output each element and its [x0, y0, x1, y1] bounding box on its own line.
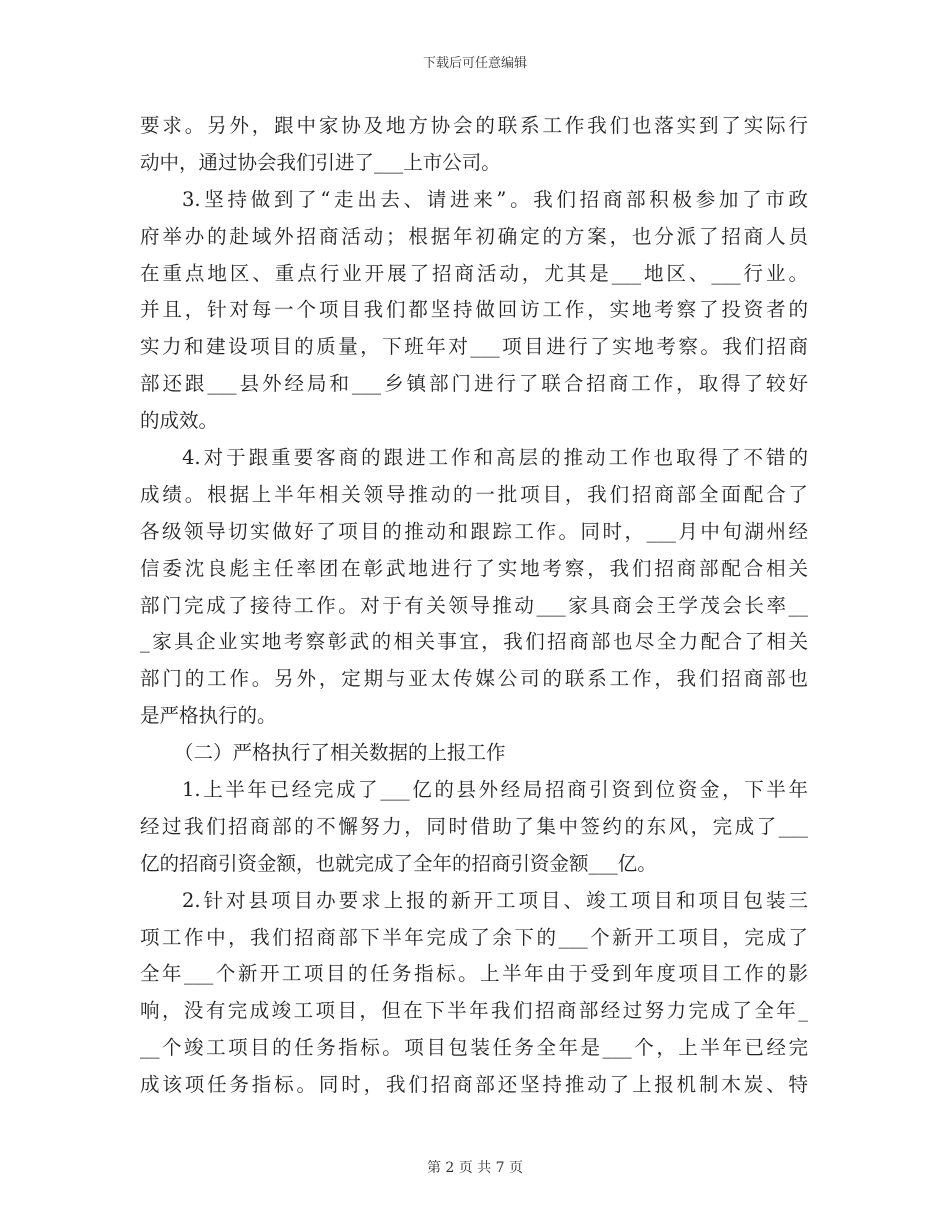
text-line: 3.坚持做到了“走出去、请进来”。我们招商部积极参加了市政 — [182, 187, 808, 211]
section-heading: （二）严格执行了相关数据的上报工作 — [174, 741, 506, 765]
text-line: 经过我们招商部的不懈努力，同时借助了集中签约的东风，完成了___ — [140, 814, 808, 838]
text-line: 各级领导切实做好了项目的推动和跟踪工作。同时，___月中旬湖州经 — [140, 519, 808, 543]
text-line: 并且，针对每一个项目我们都坚持做回访工作，实地考察了投资者的 — [140, 298, 808, 322]
text-line: 成该项任务指标。同时，我们招商部还坚持推动了上报机制木炭、特 — [140, 1073, 808, 1097]
document-body — [140, 108, 808, 1104]
text-line: __个竣工项目的任务指标。项目包装任务全年是___个，上半年已经完 — [140, 1036, 808, 1060]
text-line: 亿的招商引资金额，也就完成了全年的招商引资金额___亿。 — [140, 851, 657, 875]
text-line: 府举办的赴域外招商活动；根据年初确定的方案，也分派了招商人员 — [140, 224, 808, 248]
text-line: 1.上半年已经完成了___亿的县外经局招商引资到位资金，下半年 — [182, 778, 808, 802]
text-line: 4.对于跟重要客商的跟进工作和高层的推动工作也取得了不错的 — [182, 446, 808, 470]
text-line: 实力和建设项目的质量，下班年对___项目进行了实地考察。我们招商 — [140, 335, 808, 359]
text-line: 要求。另外，跟中家协及地方协会的联系工作我们也落实到了实际行 — [140, 114, 808, 137]
text-line: 动中，通过协会我们引进了___上市公司。 — [140, 150, 501, 174]
text-line: 项工作中，我们招商部下半年完成了余下的___个新开工项目，完成了 — [140, 925, 808, 949]
text-line: 信委沈良彪主任率团在彰武地进行了实地考察，我们招商部配合相关 — [140, 556, 808, 580]
text-line: 的成效。 — [140, 409, 219, 433]
text-line: 部门完成了接待工作。对于有关领导推动___家具商会王学茂会长率__ — [140, 593, 808, 617]
text-line: _家具企业实地考察彰武的相关事宜，我们招商部也尽全力配合了相关 — [140, 630, 808, 654]
text-line: 响，没有完成竣工项目，但在下半年我们招商部经过努力完成了全年_ — [140, 999, 808, 1023]
text-line: 是严格执行的。 — [140, 704, 277, 728]
page-footer: 第 2 页 共 7 页 — [426, 1160, 524, 1176]
text-line: 部还跟___县外经局和___乡镇部门进行了联合招商工作，取得了较好 — [140, 372, 808, 396]
text-line: 全年___个新开工项目的任务指标。上半年由于受到年度项目工作的影 — [140, 962, 808, 986]
text-line: 2.针对县项目办要求上报的新开工项目、竣工项目和项目包装三 — [182, 888, 808, 912]
text-line: 在重点地区、重点行业开展了招商活动，尤其是___地区、___行业。 — [140, 261, 808, 285]
text-line: 部门的工作。另外，定期与亚太传媒公司的联系工作，我们招商部也 — [140, 667, 808, 691]
page-header: 下载后可任意编辑 — [422, 56, 527, 71]
text-line: 成绩。根据上半年相关领导推动的一批项目，我们招商部全面配合了 — [140, 482, 808, 506]
